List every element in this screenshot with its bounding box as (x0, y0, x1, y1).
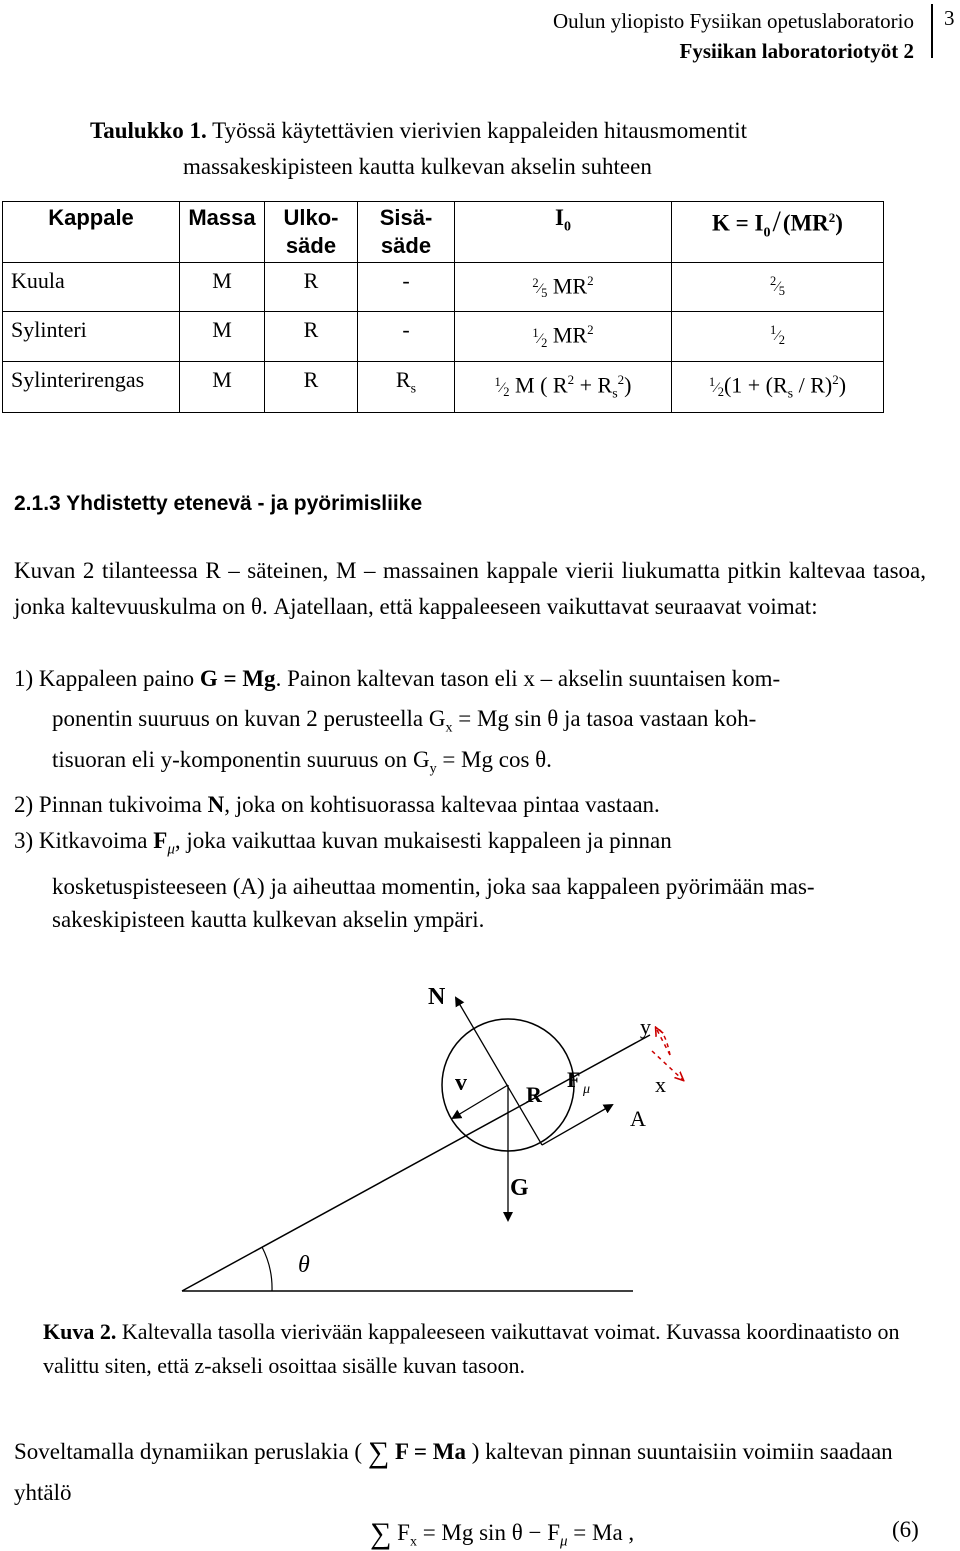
i0-sub-2: s (612, 386, 618, 402)
eq6-sub2: μ (559, 1533, 568, 1550)
header-ulko-2: säde (285, 233, 337, 258)
header-k-sup: 2 (828, 210, 836, 225)
header-massa: Massa (180, 202, 265, 263)
item-3-friction-sub: μ (167, 841, 175, 858)
figure-caption-text: Kaltevalla tasolla vierivään kappaleeseen vaikuttavat voimat. Kuvassa koordinaatisto on valittu siten, että z-akseli osoittaa sisälle kuvan tasoon. (43, 1319, 900, 1378)
label-v: v (455, 1070, 467, 1096)
i0-sup: 2 (587, 322, 594, 338)
frac-num: 1 (769, 323, 777, 338)
cell-k (672, 263, 884, 312)
frac-den: 2 (778, 333, 785, 348)
header-sisa-1: Sisä- (379, 205, 433, 230)
section-heading: 2.1.3 Yhdistetty etenevä - ja pyörimisliike (14, 492, 423, 515)
k-fraction: $^1⁄_2$ (708, 374, 724, 399)
cell-ulkosade: R (265, 361, 358, 413)
frac-num: 1 (532, 325, 539, 340)
item-3-line-1 (14, 823, 926, 868)
cell-sisasade (358, 361, 455, 413)
k-expr: (1 + (R (723, 371, 788, 397)
eq6-sub: x (409, 1534, 417, 1550)
frac-den: 2 (717, 384, 724, 399)
sisa-letter: R (395, 366, 411, 392)
sisa-sub: s (410, 381, 417, 397)
frac-num: 2 (532, 276, 539, 291)
cell-ulkosade: R (265, 263, 358, 312)
item-3-line-2: kosketuspisteeseen (A) ja aiheuttaa momentin, joka saa kappaleen pyörimään mas- (52, 874, 815, 899)
item-1-text-b: . Painon kaltevan tason eli x – akselin suuntaisen kom- (275, 666, 781, 691)
page-number: 3 (944, 6, 955, 30)
table-row (3, 263, 884, 312)
header-ulko-1: Ulko- (283, 205, 339, 230)
cell-i0 (455, 361, 672, 413)
frac-den: 5 (778, 284, 785, 298)
i0-fraction: $^2⁄_5$ (532, 276, 548, 301)
intro-paragraph: Kuvan 2 tilanteessa R – säteinen, M – massainen kappale vierii liukumatta pitkin kaltevaa tasoa, jonka kaltevuuskulma on θ. Ajatellaan, että kappaleeseen vaikuttavat seuraavat voimat: (14, 558, 926, 619)
cell-massa: M (180, 361, 265, 413)
eq6-rest: = Mg sin θ − F (416, 1520, 560, 1545)
label-theta: θ (298, 1252, 310, 1278)
header-line-2: Fysiikan laboratoriotyöt 2 (679, 39, 914, 63)
table-caption-text-1: Työssä käytettävien vierivien kappaleiden hitausmomentit (206, 118, 748, 143)
header-line-1: Oulun yliopisto Fysiikan opetuslaboratorio (552, 9, 914, 33)
header-i0-sub: 0 (563, 219, 571, 235)
k-fraction: $^2⁄_5$ (769, 274, 785, 298)
label-N: N (428, 984, 446, 1010)
i0-expr-2: + R (579, 371, 613, 397)
cell-kappale: Sylinteri (3, 312, 180, 361)
item-1-gx-sub: x (445, 720, 453, 736)
header-i0 (455, 202, 672, 263)
frac-num: 1 (708, 374, 716, 389)
item-3-line-3: sakeskipisteen kautta kulkevan akselin ympäri. (52, 907, 485, 932)
table-caption-label: Taulukko 1. (90, 118, 207, 143)
dynamics-sum: ∑ (367, 1436, 390, 1469)
item-3-text-b: , joka vaikuttaa kuvan mukaisesti kappaleen ja pinnan (174, 828, 672, 853)
eq6-sum: ∑ (370, 1517, 392, 1550)
frac-num: 2 (769, 274, 777, 288)
eq6-rest2: = Ma , (567, 1520, 635, 1545)
cell-k (672, 361, 884, 413)
angle-arc (262, 1247, 272, 1291)
header-sisasade (358, 202, 455, 263)
i0-close: ) (624, 371, 632, 397)
item-3-friction-force: F (153, 828, 168, 853)
i0-expr: MR (552, 273, 588, 299)
y-axis-arrow (656, 1028, 670, 1055)
table-caption (90, 113, 910, 185)
dynamics-text-b: ) kaltevan pinnan suuntaisiin voimiin saadaan yhtälö (14, 1439, 893, 1505)
header-k-close: ) (835, 210, 843, 236)
header-kappale: Kappale (3, 202, 180, 263)
moment-of-inertia-table (2, 201, 884, 413)
item-1-text-a: 1) Kappaleen paino (14, 666, 200, 691)
i0-expr: MR (552, 322, 588, 348)
figure-caption (43, 1315, 923, 1383)
header-i0-letter: I (555, 205, 564, 230)
cell-i0 (455, 312, 672, 361)
k-expr-2: / R) (793, 371, 833, 397)
i0-fraction: $^1⁄_2$ (532, 325, 548, 350)
item-1-text-d: ja tasoa vastaan koh- (558, 706, 757, 731)
item-2-text-a: 2) Pinnan tukivoima (14, 792, 208, 817)
equation-6-number: (6) (892, 1517, 919, 1542)
label-R: R (526, 1082, 542, 1107)
item-1-weight-eq: G = Mg (199, 666, 276, 691)
cell-massa: M (180, 263, 265, 312)
item-1-gy-sub: y (429, 761, 437, 777)
header-divider (931, 4, 933, 58)
label-F-sub: μ (583, 1082, 591, 1097)
cell-massa: M (180, 312, 265, 361)
dynamics-paragraph (14, 1432, 926, 1513)
i0-sup: 2 (587, 273, 594, 288)
table-row (3, 312, 884, 361)
k-close: ) (838, 371, 847, 397)
k-fraction: $^1⁄_2$ (769, 323, 785, 348)
label-F: F (567, 1067, 581, 1092)
friction-arrow (542, 1105, 612, 1145)
eq6-f: F (391, 1520, 410, 1545)
i0-sup: 2 (567, 371, 575, 387)
header-k-sub: 0 (763, 225, 771, 241)
header-k (672, 202, 884, 263)
cell-sisasade: - (358, 263, 455, 312)
k-sup: 2 (832, 371, 839, 387)
item-3-text-a: 3) Kitkavoima (14, 828, 154, 853)
item-1-line-3 (52, 742, 926, 788)
dynamics-eq: F = Ma (389, 1439, 466, 1464)
i0-expr: M ( R (515, 371, 568, 397)
table-header-row (3, 202, 884, 263)
cell-sisasade: - (358, 312, 455, 361)
header-k-formula: K = I (712, 210, 764, 236)
item-2-text-b: , joka on kohtisuorassa kaltevaa pintaa vastaan. (224, 792, 660, 817)
item-2 (14, 787, 926, 823)
item-2-normal-force: N (207, 792, 225, 817)
frac-num: 1 (494, 374, 501, 389)
label-G: G (510, 1175, 529, 1201)
cell-kappale: Sylinterirengas (3, 361, 180, 413)
frac-den: 5 (541, 286, 548, 301)
table-caption-text-2: massakeskipisteen kautta kulkevan akselin suhteen (183, 154, 652, 179)
frac-den: 2 (503, 384, 510, 399)
i0-sup-2: 2 (617, 371, 625, 387)
header-k-rest: (MR (782, 210, 829, 236)
header-ulkosade (265, 202, 358, 263)
cell-ulkosade: R (265, 312, 358, 361)
equation-6-body (370, 1517, 634, 1551)
header-sisa-2: säde (380, 233, 432, 258)
item-1-line-2 (52, 701, 926, 747)
k-sub: s (787, 386, 794, 402)
cell-kappale: Kuula (3, 263, 180, 312)
dynamics-text-a: Soveltamalla dynamiikan peruslakia ( (14, 1439, 363, 1464)
cell-k (672, 312, 884, 361)
inclined-plane-figure (0, 950, 960, 1310)
i0-fraction: $^1⁄_2$ (494, 374, 510, 399)
label-A: A (630, 1106, 646, 1131)
label-x: x (655, 1072, 666, 1097)
item-1-gx-rest: = Mg sin θ (452, 706, 559, 731)
item-1-gy-rest: = Mg cos θ (436, 747, 547, 772)
figure-caption-label: Kuva 2. (43, 1319, 117, 1344)
header-k-slash: / (772, 204, 781, 238)
page-header (553, 6, 914, 66)
label-y: y (640, 1014, 651, 1039)
frac-den: 2 (541, 335, 548, 350)
item-1-text-c: ponentin suuruus on kuvan 2 perusteella (52, 706, 429, 731)
item-1-text-f: . (546, 747, 552, 772)
item-1-gy: G (412, 747, 430, 772)
item-1-gx: G (428, 706, 446, 731)
item-1-text-e: tisuoran eli y-komponentin suuruus on (52, 747, 413, 772)
table-row (3, 361, 884, 413)
item-1-line-1 (14, 661, 926, 697)
cell-i0 (455, 263, 672, 312)
